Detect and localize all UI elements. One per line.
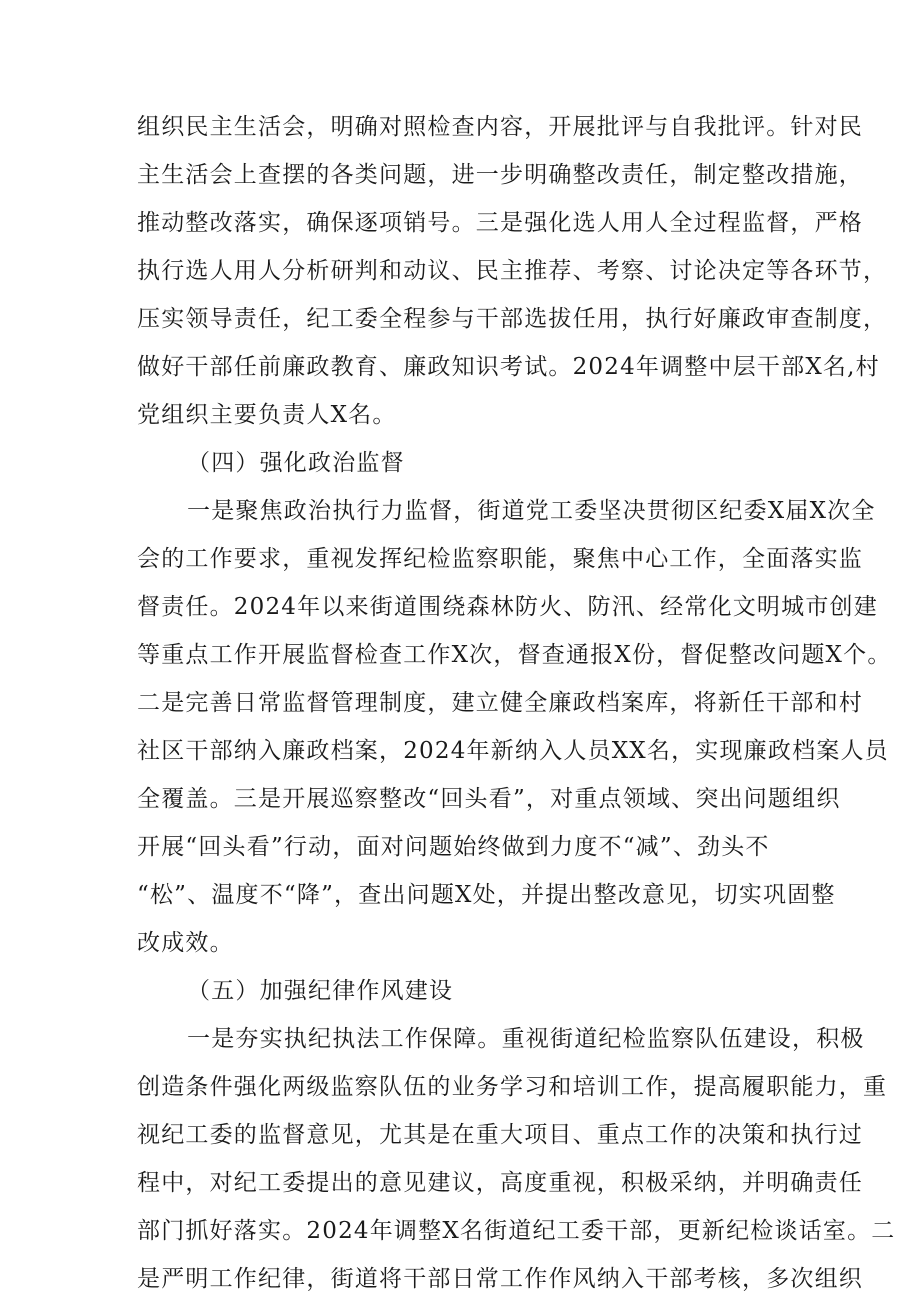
text-line: 一是聚焦政治执行力监督，街道党工委坚决贯彻区纪委X届X次全	[187, 498, 876, 524]
text-line: 等重点工作开展监督检查工作X次，督查通报X份，督促整改问题X个。	[137, 642, 892, 668]
section-heading-four: （四）强化政治监督	[187, 450, 405, 476]
text-line: 全覆盖。三是开展巡察整改“回头看”，对重点领域、突出问题组织	[137, 786, 841, 812]
text-line: 压实领导责任，纪工委全程参与干部选拔任用，执行好廉政审查制度，	[137, 306, 888, 332]
text-line: 组织民主生活会，明确对照检查内容，开展批评与自我批评。针对民	[137, 114, 863, 140]
section-heading-five: （五）加强纪律作风建设	[187, 978, 454, 1004]
text-line: 会的工作要求，重视发挥纪检监察职能，聚焦中心工作，全面落实监	[137, 546, 863, 572]
text-line: 改成效。	[137, 930, 234, 956]
text-line: “松”、温度不“降”，查出问题X处，并提出整改意见，切实巩固整	[137, 882, 836, 908]
text-line: 社区干部纳入廉政档案，2024年新纳入人员XX名，实现廉政档案人员	[137, 738, 889, 764]
text-line: 部门抓好落实。2024年调整X名街道纪工委干部，更新纪检谈话室。二	[137, 1218, 896, 1244]
text-line: 推动整改落实，确保逐项销号。三是强化选人用人全过程监督，严格	[137, 210, 863, 236]
text-line: 一是夯实执纪执法工作保障。重视街道纪检监察队伍建设，积极	[187, 1026, 865, 1052]
text-line: 党组织主要负责人X名。	[137, 402, 397, 428]
text-line: 做好干部任前廉政教育、廉政知识考试。2024年调整中层干部X名,村	[137, 354, 880, 380]
text-line: 是严明工作纪律，街道将干部日常工作作风纳入干部考核，多次组织	[137, 1266, 863, 1292]
text-line: 执行选人用人分析研判和动议、民主推荐、考察、讨论决定等各环节，	[137, 258, 888, 284]
text-line: 督责任。2024年以来街道围绕森林防火、防汛、经常化文明城市创建	[137, 594, 878, 620]
text-line: 二是完善日常监督管理制度，建立健全廉政档案库，将新任干部和村	[137, 690, 863, 716]
text-line: 主生活会上查摆的各类问题，进一步明确整改责任，制定整改措施，	[137, 162, 863, 188]
text-line: 视纪工委的监督意见，尤其是在重大项目、重点工作的决策和执行过	[137, 1122, 863, 1148]
text-line: 创造条件强化两级监察队伍的业务学习和培训工作，提高履职能力，重	[137, 1074, 888, 1100]
text-line: 程中，对纪工委提出的意见建议，高度重视，积极采纳，并明确责任	[137, 1170, 863, 1196]
text-line: 开展“回头看”行动，面对问题始终做到力度不“减”、劲头不	[137, 834, 770, 860]
